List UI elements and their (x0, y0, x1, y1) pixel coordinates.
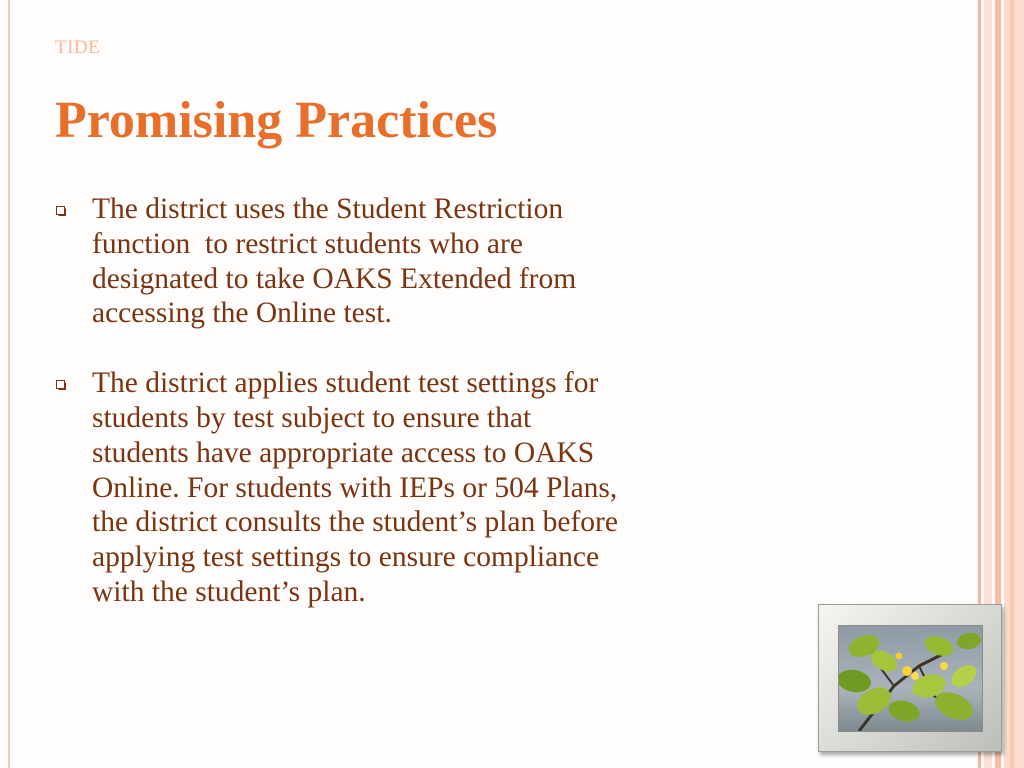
slide-kicker: TIDE (55, 37, 101, 58)
bullet-text-line: The district applies student test settings for (92, 367, 599, 400)
slide-title: Promising Practices (55, 92, 498, 149)
hollow-square-bullet-icon (56, 206, 66, 216)
leaf-branch-photo (838, 625, 983, 732)
bullet-text-line: the district consults the student’s plan before (92, 506, 618, 539)
bullet-item (56, 366, 826, 610)
bullet-list (56, 192, 826, 645)
bullet-item (56, 192, 826, 331)
leaf-branch-image (839, 626, 982, 731)
left-border-line (8, 0, 10, 768)
bullet-text-line: accessing the Online test. (92, 297, 392, 330)
photo-frame (818, 604, 1002, 752)
right-decor-stripe (1010, 0, 1014, 768)
bullet-text-line: with the student’s plan. (92, 575, 366, 608)
bullet-text-line: students by test subject to ensure that (92, 401, 532, 434)
bullet-text-line: function to restrict students who are (92, 227, 523, 260)
bullet-text-line: The district uses the Student Restriction (92, 193, 564, 225)
right-decor-stripe (1004, 0, 1024, 768)
bullet-text-line: designated to take OAKS Extended from (92, 262, 577, 295)
bullet-text-line: students have appropriate access to OAKS (92, 436, 595, 469)
bullet-text-line: applying test settings to ensure compliance (92, 541, 600, 574)
hollow-square-bullet-icon (56, 380, 66, 390)
bullet-text-line: Online. For students with IEPs or 504 Plans, (92, 471, 618, 504)
